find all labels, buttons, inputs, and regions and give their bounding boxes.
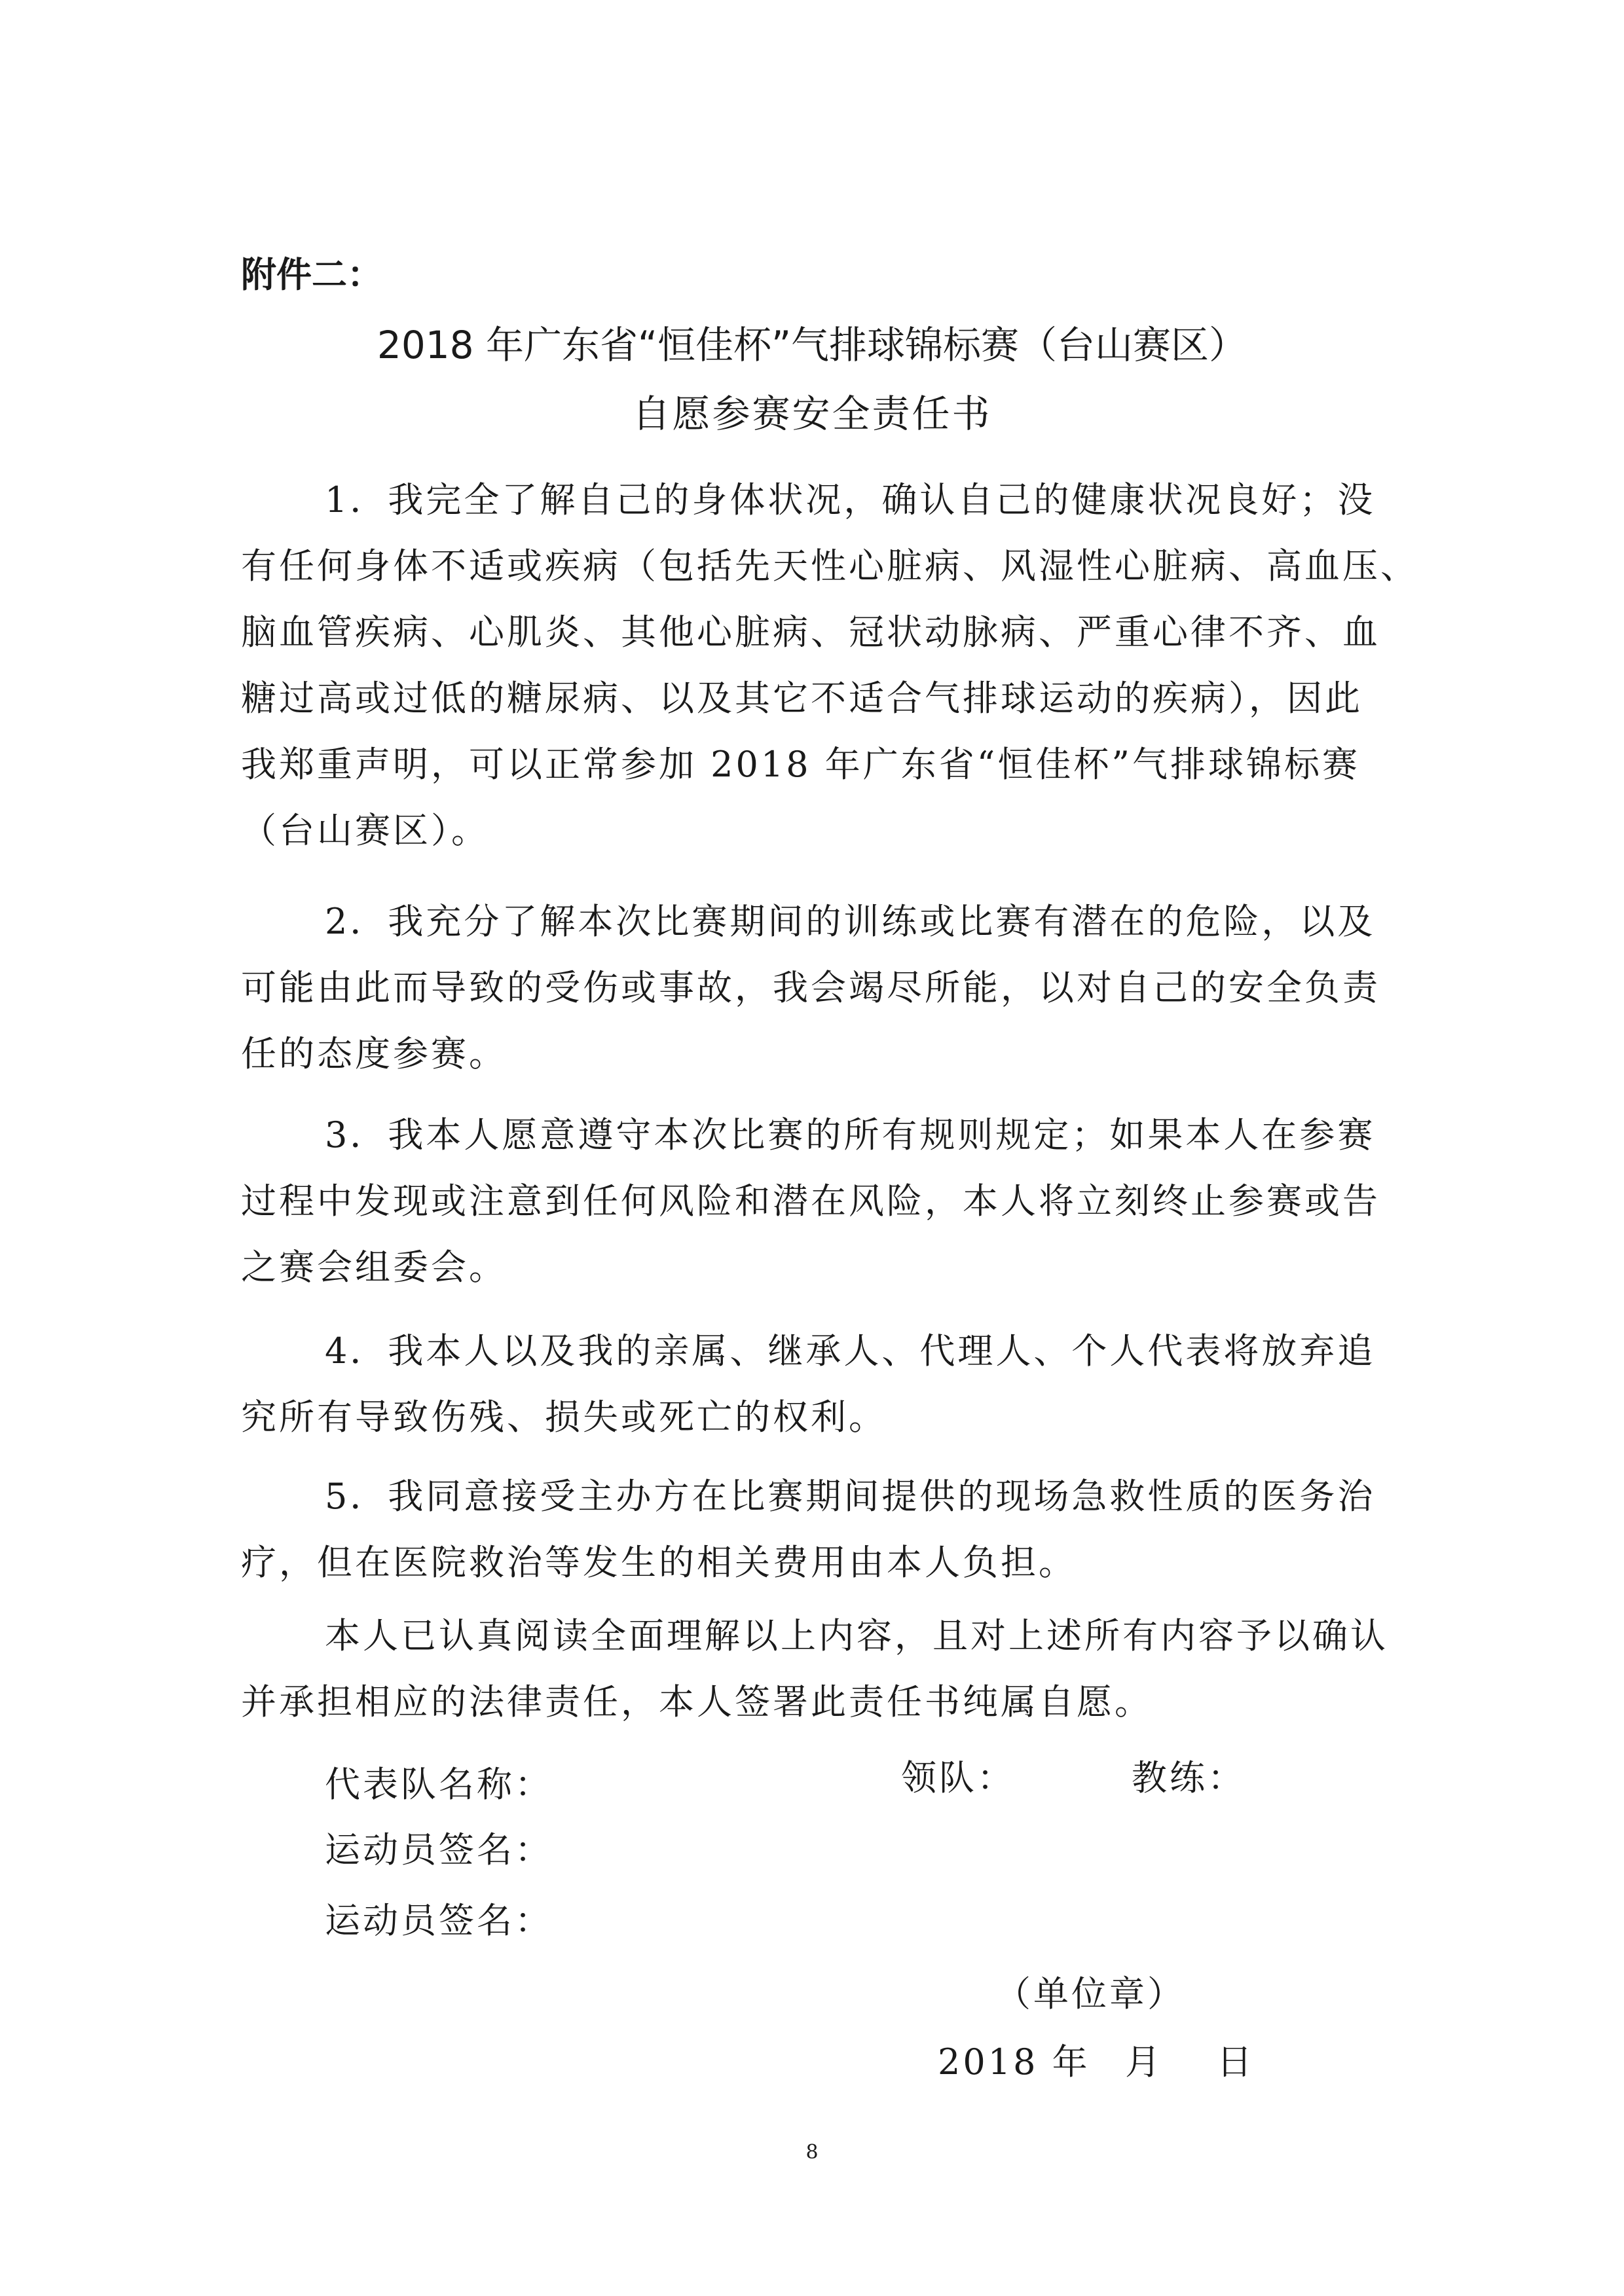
body-line: 2．我充分了解本次比赛期间的训练或比赛有潜在的危险，以及	[325, 901, 1376, 942]
date-year: 2018 年	[938, 2041, 1090, 2083]
coach-label: 教练：	[1132, 1757, 1246, 1798]
athlete-signature-label: 运动员签名：	[325, 1900, 553, 1941]
body-line: 糖过高或过低的糖尿病、以及其它不适合气排球运动的疾病），因此	[241, 678, 1363, 719]
date-month: 月	[1125, 2041, 1163, 2083]
document-subtitle: 自愿参赛安全责任书	[632, 392, 992, 436]
body-line: 5．我同意接受主办方在比赛期间提供的现场急救性质的医务治	[325, 1476, 1376, 1517]
body-line: 可能由此而导致的受伤或事故，我会竭尽所能，以对自己的安全负责	[241, 967, 1380, 1008]
body-line: 4．我本人以及我的亲属、继承人、代理人、个人代表将放弃追	[325, 1330, 1376, 1372]
body-line: 脑血管疾病、心肌炎、其他心脏病、冠状动脉病、严重心律不齐、血	[241, 611, 1380, 653]
body-line: 并承担相应的法律责任，本人签署此责任书纯属自愿。	[241, 1681, 1153, 1722]
body-line: （台山赛区）。	[241, 810, 489, 851]
attachment-label: 附件二：	[241, 254, 382, 295]
body-line: 疗，但在医院救治等发生的相关费用由本人负担。	[241, 1542, 1077, 1583]
body-line: 有任何身体不适或疾病（包括先天性心脏病、风湿性心脏病、高血压、	[241, 545, 1418, 587]
body-line: 之赛会组委会。	[241, 1247, 507, 1288]
unit-seal-label: （单位章）	[995, 1973, 1185, 2014]
leader-label: 领队：	[901, 1757, 1015, 1798]
date-day: 日	[1217, 2041, 1255, 2083]
athlete-signature-label: 运动员签名：	[325, 1829, 553, 1870]
body-line: 1．我完全了解自己的身体状况，确认自己的健康状况良好；没	[325, 479, 1376, 520]
body-line: 任的态度参赛。	[241, 1033, 507, 1074]
team-name-label: 代表队名称：	[325, 1764, 553, 1805]
body-line: 我郑重声明，可以正常参加 2018 年广东省“恒佳杯”气排球锦标赛	[241, 744, 1360, 785]
body-line: 过程中发现或注意到任何风险和潜在风险，本人将立刻终止参赛或告	[241, 1180, 1380, 1222]
body-line: 究所有导致伤残、损失或死亡的权利。	[241, 1396, 887, 1438]
body-line: 3．我本人愿意遵守本次比赛的所有规则规定；如果本人在参赛	[325, 1114, 1376, 1156]
body-line: 本人已认真阅读全面理解以上内容，且对上述所有内容予以确认	[325, 1615, 1388, 1656]
page-number: 8	[805, 2141, 819, 2164]
document-title: 2018 年广东省“恒佳杯”气排球锦标赛（台山赛区）	[377, 323, 1247, 367]
